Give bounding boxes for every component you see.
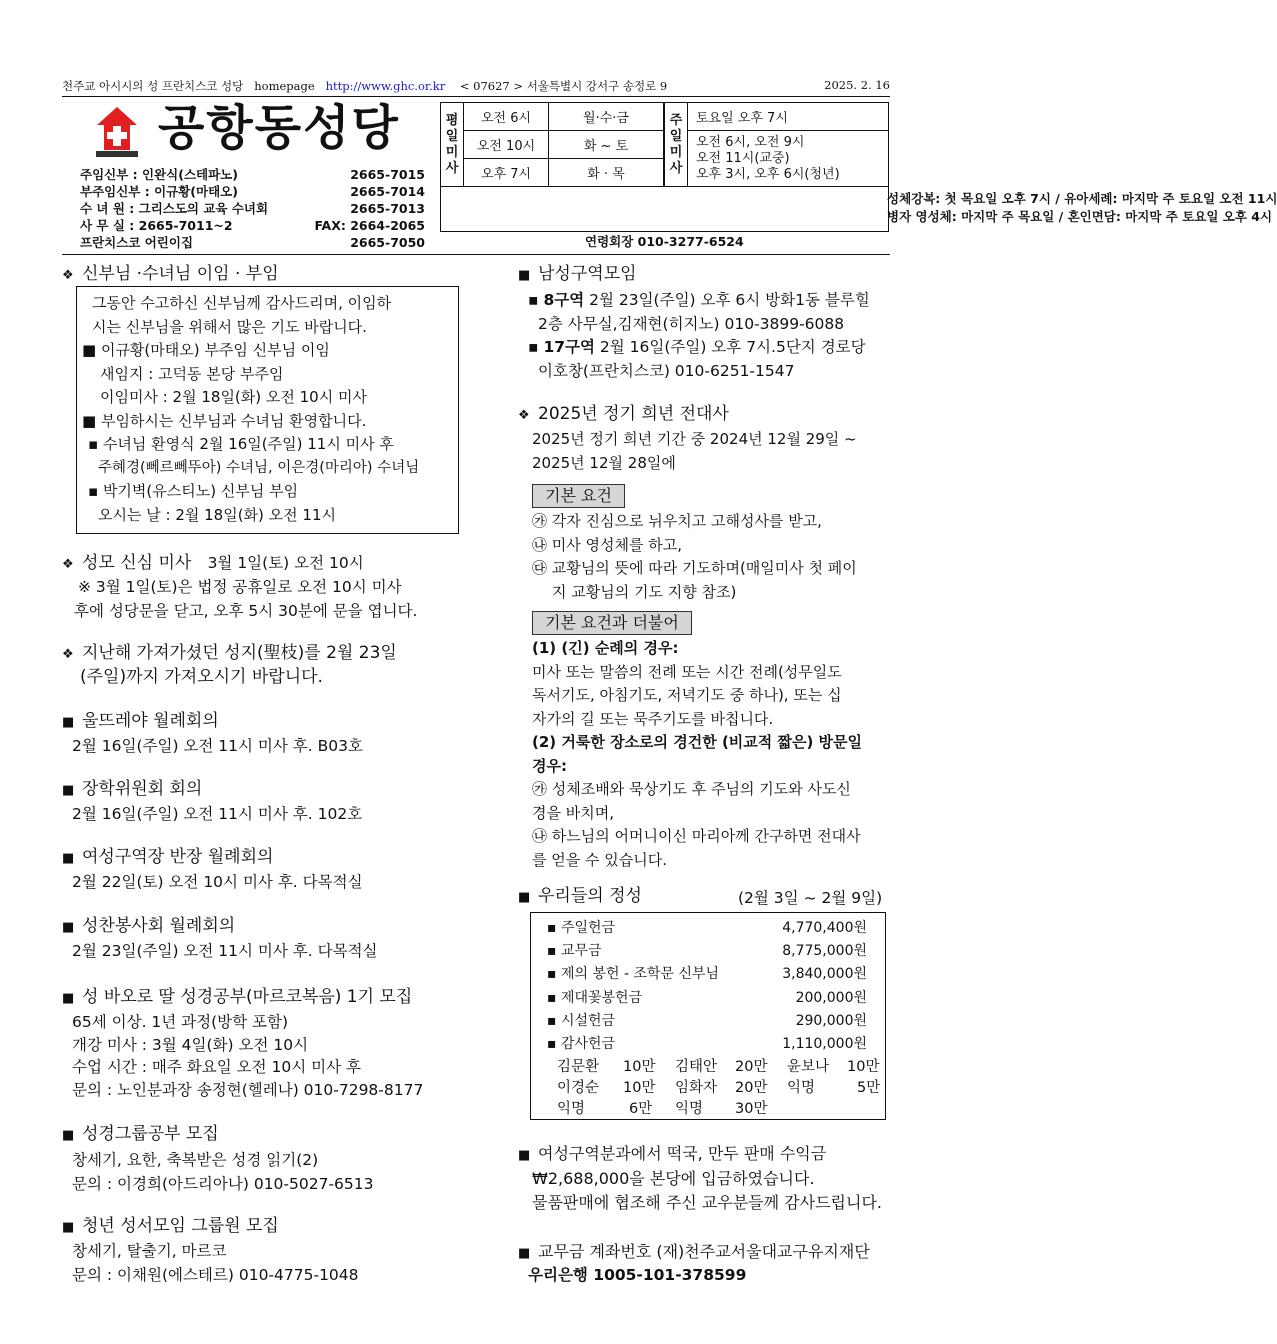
list-item-text: 이규황(마태오) 부주임 신부님 이임 bbox=[100, 341, 330, 359]
square-bullet-icon: ■ bbox=[62, 1220, 75, 1235]
square-bullet-icon: ■ bbox=[518, 1246, 531, 1261]
text-line: ㉮ 각자 진심으로 뉘우치고 고해성사를 받고, bbox=[532, 512, 822, 530]
section-title bbox=[518, 402, 729, 428]
text-line: 독서기도, 아침기도, 저녁기도 중 하나), 또는 십 bbox=[532, 686, 842, 704]
square-bullet-icon: ■ bbox=[82, 411, 101, 430]
section-date: 3월 1일(토) 오전 10시 bbox=[207, 554, 364, 572]
text-line: 문의 : 이채원(에스테르) 010-4775-1048 bbox=[72, 1265, 359, 1284]
offering-label: 시설헌금 bbox=[560, 1013, 616, 1029]
section-title bbox=[62, 709, 219, 735]
offering-amount: 8,775,000원 bbox=[782, 943, 867, 959]
donor-name: 윤보나 bbox=[787, 1059, 830, 1075]
mass-schedule bbox=[440, 102, 1277, 232]
district-label: 8구역 bbox=[543, 291, 585, 309]
small-square-bullet-icon: ▪ bbox=[88, 435, 103, 453]
mass-time: 오전 10시 bbox=[464, 131, 549, 159]
section-title bbox=[518, 1142, 826, 1168]
staff-label: 수 녀 원 : 그리스도의 교육 수녀회 bbox=[80, 201, 269, 216]
offering-amount: 4,770,400원 bbox=[782, 920, 867, 936]
mass-note: 병자 영성체: 마지막 주 목요일 / 혼인면담: 마지막 주 토요일 오후 4시 bbox=[887, 209, 1273, 224]
diamond-bullet-icon: ❖ bbox=[518, 408, 530, 423]
donor-amount: 6만 bbox=[629, 1101, 653, 1117]
offering-row bbox=[547, 940, 877, 960]
text-line: ㉰ 교황님의 뜻에 따라 기도하며(매일미사 첫 페이 bbox=[532, 559, 857, 577]
offering-row bbox=[547, 1033, 877, 1053]
donor-name: 익명 bbox=[675, 1101, 704, 1117]
subheading-box bbox=[532, 611, 692, 635]
text-line: 물품판매에 협조해 주신 교우분들께 감사드립니다. bbox=[532, 1192, 883, 1212]
section-title bbox=[62, 641, 397, 667]
text-line: ₩2,688,000을 본당에 입금하였습니다. bbox=[532, 1169, 815, 1188]
text-line: 개강 미사 : 3월 4일(화) 오전 10시 bbox=[72, 1035, 309, 1054]
square-bullet-icon: ■ bbox=[518, 890, 531, 905]
list-item-text: 2월 16일(주일) 오후 7시.5단지 경로당 bbox=[594, 338, 866, 356]
text-line: 이호창(프란치스코) 010-6251-1547 bbox=[538, 361, 795, 380]
staff-phone: 2665-7013 bbox=[350, 201, 425, 216]
staff-row bbox=[80, 200, 425, 217]
section-title-text: 여성구역분과에서 떡국, 만두 판매 수익금 bbox=[538, 1144, 827, 1163]
small-square-bullet-icon: ▪ bbox=[528, 291, 544, 309]
church-name: 공항동성당 bbox=[158, 100, 400, 156]
text-line: 오시는 날 : 2월 18일(화) 오전 11시 bbox=[98, 505, 336, 524]
section-title-text: 우리들의 정성 bbox=[538, 886, 642, 906]
section-title-text: 교무금 계좌번호 (재)천주교서울대교구유지재단 bbox=[538, 1242, 870, 1261]
section-body bbox=[532, 428, 857, 475]
sunday-mass-line: 오후 3시, 오후 6시(청년) bbox=[696, 166, 840, 182]
section-title-text: 지난해 가져가셨던 성지(聖枝)를 2월 23일 bbox=[82, 643, 397, 663]
square-bullet-icon: ■ bbox=[62, 851, 75, 866]
section-title-text: 장학위원회 회의 bbox=[82, 779, 203, 799]
offering-row bbox=[547, 963, 877, 983]
section-body: 2월 22일(토) 오전 10시 미사 후. 다목적실 bbox=[72, 873, 363, 891]
donor-name: 익명 bbox=[557, 1101, 586, 1117]
offering-amount: 200,000원 bbox=[795, 990, 867, 1006]
top-info-line bbox=[62, 78, 890, 94]
staff-phone: 2665-7015 bbox=[350, 167, 425, 182]
text-line: 경우: bbox=[532, 756, 567, 775]
list-item-text: 박기벽(유스티노) 신부님 부임 bbox=[102, 482, 299, 500]
staff-label: 사 무 실 : 2665-7011~2 bbox=[80, 218, 233, 233]
section-body bbox=[72, 1011, 423, 1101]
text-line: 창세기, 탈출기, 마르코 bbox=[72, 1242, 227, 1260]
donor-amount: 10만 bbox=[623, 1059, 656, 1075]
donor-amount: 5만 bbox=[857, 1080, 881, 1096]
text-line: 경을 바치며, bbox=[532, 803, 614, 822]
section-title bbox=[62, 914, 235, 940]
section-title-text: 성경그룹공부 모집 bbox=[82, 1124, 219, 1144]
list-item bbox=[88, 480, 419, 504]
list-item-text: 부임하시는 신부님과 수녀님 환영합니다. bbox=[100, 411, 367, 430]
mass-days: 화 · 목 bbox=[549, 159, 664, 187]
header-separator bbox=[62, 254, 890, 255]
list-item bbox=[528, 336, 870, 360]
donor-name: 김태안 bbox=[675, 1059, 718, 1075]
section-body bbox=[532, 510, 857, 604]
text-line: 이임미사 : 2월 18일(화) 오전 10시 미사 bbox=[100, 388, 367, 406]
section-body: 2월 16일(주일) 오전 11시 미사 후. 102호 bbox=[72, 805, 363, 823]
section-body bbox=[532, 637, 862, 872]
staff-phone: 2665-7014 bbox=[350, 184, 425, 199]
text-line: 를 얻을 수 있습니다. bbox=[532, 850, 667, 869]
sunday-mass-label bbox=[665, 103, 688, 187]
small-square-bullet-icon: ▪ bbox=[547, 966, 561, 982]
text-line: ㉯ 미사 영성체를 하고, bbox=[532, 535, 682, 554]
text-line: ※ 3월 1일(토)은 법정 공휴일로 오전 10시 미사 bbox=[78, 578, 402, 596]
text-line: 문의 : 이경희(아드리아나) 010-5027-6513 bbox=[72, 1174, 374, 1193]
weekday-mass-label bbox=[441, 103, 464, 187]
donor-name: 김문환 bbox=[557, 1059, 600, 1075]
bank-account: 우리은행 1005-101-378599 bbox=[528, 1266, 747, 1284]
text-line: 문의 : 노인분과장 송정현(헬레나) 010-7298-8177 bbox=[72, 1080, 424, 1099]
sunday-mass-label-text: 주일미사 bbox=[669, 112, 683, 176]
subheading-box bbox=[532, 484, 625, 508]
offering-amount: 3,840,000원 bbox=[782, 966, 867, 982]
priest-change-text bbox=[82, 292, 420, 527]
section-title bbox=[62, 985, 412, 1011]
saturday-mass: 토요일 오후 7시 bbox=[688, 103, 889, 131]
text-line: 주혜경(뻬르뻬뚜아) 수녀님, 이은경(마리아) 수녀님 bbox=[98, 459, 420, 476]
mass-note: 성체강복: 첫 목요일 오후 7시 / 유아세례: 마지막 주 토요일 오전 11시 bbox=[887, 191, 1277, 206]
section-title bbox=[62, 551, 364, 577]
square-bullet-icon: ■ bbox=[62, 783, 75, 798]
section-body bbox=[72, 1149, 374, 1196]
section-title bbox=[62, 1122, 219, 1148]
square-bullet-icon: ■ bbox=[62, 920, 75, 935]
offering-amount: 1,110,000원 bbox=[782, 1036, 867, 1052]
list-item-text: 2월 23일(주일) 오후 6시 방화1동 블루힐 bbox=[584, 291, 870, 309]
donor-name: 익명 bbox=[787, 1080, 816, 1096]
section-title-cont: (주일)까지 가져오시기 바랍니다. bbox=[80, 667, 323, 687]
text-line: 시는 신부님을 위해서 많은 기도 바랍니다. bbox=[92, 317, 367, 336]
section-title bbox=[62, 262, 279, 288]
offering-row bbox=[547, 1010, 877, 1030]
offering-label: 제대꽃봉헌금 bbox=[560, 990, 643, 1006]
section-body bbox=[72, 1240, 359, 1287]
staff-fax: FAX: 2664-2065 bbox=[314, 218, 425, 233]
bulletin-date: 2025. 2. 16 bbox=[824, 78, 890, 92]
text-line: ㉯ 하느님의 어머니이신 마리아께 간구하면 전대사 bbox=[532, 827, 861, 845]
church-logo-icon bbox=[92, 104, 142, 160]
staff-row bbox=[80, 217, 425, 234]
staff-label: 주임신부 : 인완식(스테파노) bbox=[80, 167, 238, 182]
diamond-bullet-icon: ❖ bbox=[62, 268, 74, 283]
offering-period: (2월 3일 ~ 2월 9일) bbox=[738, 889, 883, 907]
section-title-text: 신부님 ·수녀님 이임 · 부임 bbox=[82, 264, 279, 284]
text-line: 지 교황님의 기도 지향 참조) bbox=[552, 582, 737, 601]
section-body: 2월 23일(주일) 오전 11시 미사 후. 다목적실 bbox=[72, 942, 378, 960]
section-title-text: 울뜨레야 월례회의 bbox=[82, 711, 219, 731]
district-label: 17구역 bbox=[543, 338, 595, 356]
donor-name: 임화자 bbox=[675, 1080, 718, 1096]
list-item bbox=[82, 410, 419, 434]
small-square-bullet-icon: ▪ bbox=[528, 338, 544, 356]
text-line: 창세기, 요한, 축복받은 성경 읽기(2) bbox=[72, 1151, 319, 1169]
small-square-bullet-icon: ▪ bbox=[547, 1036, 561, 1052]
offering-row bbox=[547, 917, 877, 937]
address: < 07627 > 서울특별시 강서구 송정로 9 bbox=[459, 79, 668, 93]
section-body bbox=[528, 289, 870, 383]
square-bullet-icon: ■ bbox=[518, 1148, 531, 1163]
staff-directory bbox=[80, 166, 425, 251]
square-bullet-icon: ■ bbox=[62, 991, 75, 1006]
section-body: 2월 16일(주일) 오전 11시 미사 후. B03호 bbox=[72, 737, 363, 755]
text-line: 미사 또는 말씀의 전례 또는 시간 전례(성무일도 bbox=[532, 662, 842, 681]
offering-label: 감사헌금 bbox=[560, 1036, 616, 1052]
homepage-link[interactable]: http://www.ghc.or.kr bbox=[325, 79, 446, 93]
list-item bbox=[528, 289, 870, 313]
section-title bbox=[62, 777, 202, 803]
text-line: ㉮ 성체조배와 묵상기도 후 주님의 기도와 사도신 bbox=[532, 780, 851, 798]
funeral-contact: 연령회장 010-3277-6524 bbox=[585, 234, 744, 249]
section-title-text: 남성구역모임 bbox=[538, 264, 637, 284]
staff-phone: 2665-7050 bbox=[350, 235, 425, 250]
section-title-text: 청년 성서모임 그룹원 모집 bbox=[82, 1216, 279, 1236]
donor-amount: 30만 bbox=[735, 1101, 768, 1117]
mass-days: 화 ~ 토 bbox=[549, 131, 664, 159]
text-line: (1) (긴) 순례의 경우: bbox=[532, 639, 679, 657]
text-line: 65세 이상. 1년 과정(방학 포함) bbox=[72, 1013, 289, 1031]
donor-amount: 20만 bbox=[735, 1080, 768, 1096]
list-item bbox=[82, 339, 419, 363]
diamond-bullet-icon: ❖ bbox=[62, 647, 74, 662]
square-bullet-icon: ■ bbox=[62, 715, 75, 730]
text-line: 자가의 길 또는 묵주기도를 바칩니다. bbox=[532, 709, 774, 728]
mass-time: 오전 6시 bbox=[464, 103, 549, 131]
list-item-text: 수녀님 환영식 2월 16일(주일) 11시 미사 후 bbox=[102, 435, 394, 453]
weekday-mass-table bbox=[440, 102, 664, 187]
subheading-text: 기본 요건과 더불어 bbox=[532, 611, 692, 635]
offering-label: 제의 봉헌 - 조학문 신부님 bbox=[560, 966, 720, 982]
small-square-bullet-icon: ▪ bbox=[88, 482, 103, 500]
square-bullet-icon: ■ bbox=[62, 1128, 75, 1143]
section-title bbox=[518, 262, 637, 288]
offering-label: 교무금 bbox=[560, 943, 602, 959]
section-title-text: 성찬봉사회 월례회의 bbox=[82, 916, 236, 936]
text-line: 그동안 수고하신 신부님께 감사드리며, 이임하 bbox=[92, 294, 392, 312]
section-title-text: 성모 신심 미사 bbox=[82, 553, 192, 573]
text-line: (2) 거룩한 장소로의 경건한 (비교적 짧은) 방문일 bbox=[532, 733, 863, 751]
section-body bbox=[532, 1167, 882, 1214]
section-title bbox=[62, 845, 273, 871]
staff-row bbox=[80, 166, 425, 183]
offering-table bbox=[530, 912, 886, 1120]
sunday-mass-times bbox=[688, 131, 889, 187]
sunday-mass-line: 오전 6시, 오전 9시 bbox=[696, 134, 805, 150]
text-line: 후에 성당문을 닫고, 오후 5시 30분에 문을 엽니다. bbox=[74, 601, 418, 620]
section-title bbox=[518, 884, 642, 910]
text-line: 새임지 : 고덕동 본당 부주임 bbox=[100, 364, 284, 383]
text-line: 2층 사무실,김재현(히지노) 010-3899-6088 bbox=[538, 314, 845, 333]
offering-label: 주일헌금 bbox=[560, 920, 616, 936]
sunday-mass-table bbox=[664, 102, 889, 187]
donor-amount: 10만 bbox=[623, 1080, 656, 1096]
staff-label: 프란치스코 어린이집 bbox=[80, 235, 194, 250]
staff-row bbox=[80, 183, 425, 200]
small-square-bullet-icon: ▪ bbox=[547, 943, 561, 959]
section-body bbox=[74, 576, 417, 623]
section-title bbox=[62, 1214, 279, 1240]
offering-amount: 290,000원 bbox=[795, 1013, 867, 1029]
homepage-label: homepage bbox=[254, 79, 315, 93]
text-line: 수업 시간 : 매주 화요일 오전 10시 미사 후 bbox=[72, 1058, 361, 1076]
sunday-mass-line: 오전 11시(교중) bbox=[696, 150, 790, 166]
text-line: 2025년 정기 희년 기간 중 2024년 12월 29일 ~ bbox=[532, 430, 857, 448]
staff-label: 부주임신부 : 이규황(마태오) bbox=[80, 184, 238, 199]
square-bullet-icon: ■ bbox=[82, 341, 101, 359]
parish-line: 천주교 아시시의 성 프란치스코 성당 bbox=[62, 79, 244, 93]
donor-amount: 10만 bbox=[847, 1059, 880, 1075]
section-title-text: 성 바오로 딸 성경공부(마르코복음) 1기 모집 bbox=[82, 987, 413, 1007]
staff-row bbox=[80, 234, 425, 251]
weekday-mass-label-text: 평일미사 bbox=[445, 112, 459, 176]
list-item bbox=[88, 433, 419, 457]
section-title-text: 2025년 정기 희년 전대사 bbox=[538, 404, 729, 424]
offering-row bbox=[547, 987, 877, 1007]
small-square-bullet-icon: ▪ bbox=[547, 990, 561, 1006]
donor-amount: 20만 bbox=[735, 1059, 768, 1075]
small-square-bullet-icon: ▪ bbox=[547, 920, 561, 936]
small-square-bullet-icon: ▪ bbox=[547, 1013, 561, 1029]
subheading-text: 기본 요건 bbox=[532, 484, 625, 508]
mass-time: 오후 7시 bbox=[464, 159, 549, 187]
donor-name: 이경순 bbox=[557, 1080, 600, 1096]
text-line: 2025년 12월 28일에 bbox=[532, 453, 676, 472]
diamond-bullet-icon: ❖ bbox=[62, 557, 74, 572]
mass-days: 월·수·금 bbox=[549, 103, 664, 131]
square-bullet-icon: ■ bbox=[518, 268, 531, 283]
section-title bbox=[518, 1240, 870, 1266]
section-title-text: 여성구역장 반장 월례회의 bbox=[82, 847, 274, 867]
